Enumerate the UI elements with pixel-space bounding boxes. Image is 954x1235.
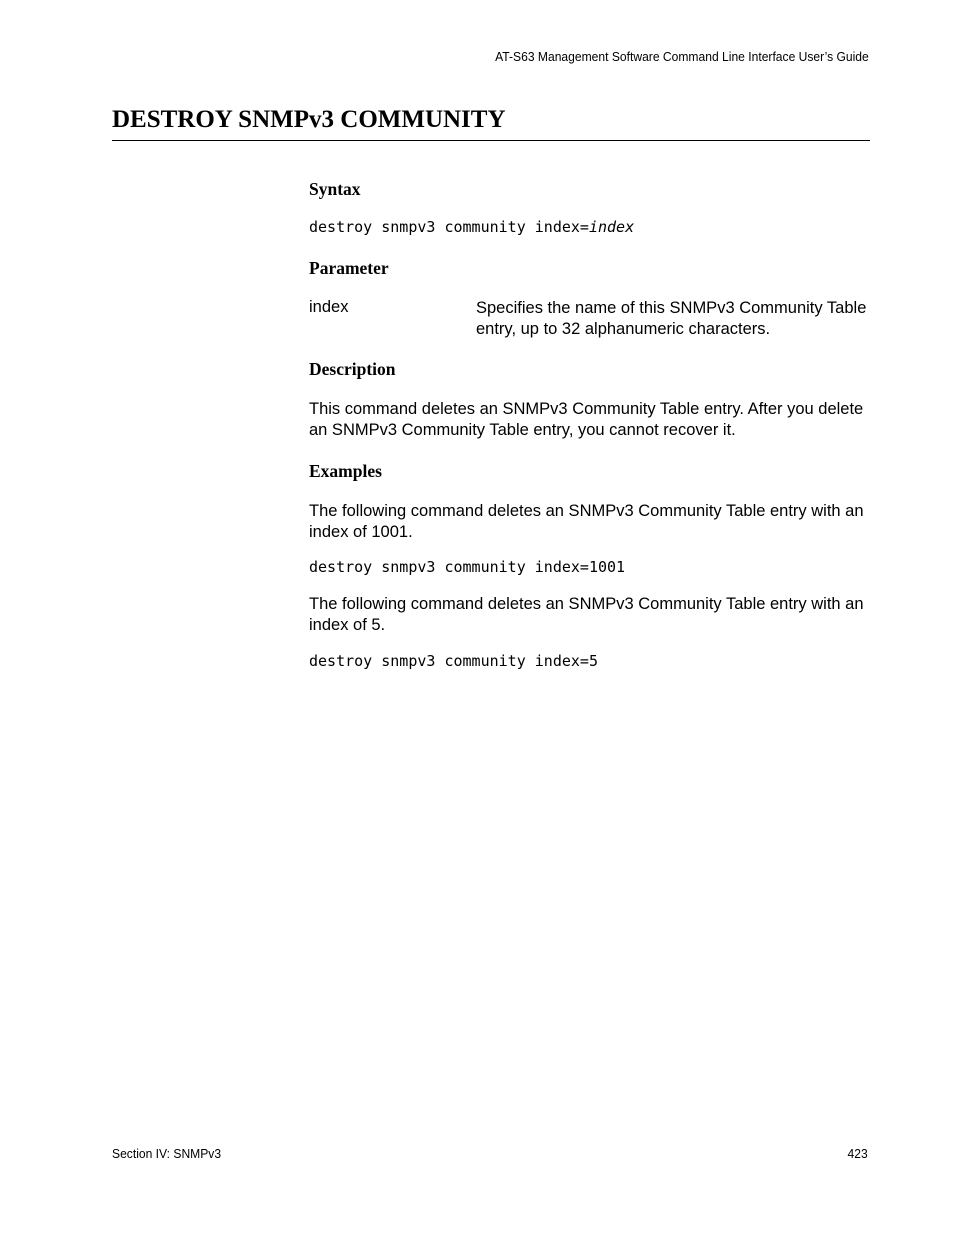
syntax-argument: index <box>588 218 635 236</box>
parameter-heading: Parameter <box>309 258 389 278</box>
parameter-description: Specifies the name of this SNMPv3 Community Table entry, up to 32 alphanumeric characters. <box>476 299 867 338</box>
footer-section: Section IV: SNMPv3 <box>112 1146 222 1161</box>
syntax-heading: Syntax <box>309 179 361 199</box>
parameter-name: index <box>309 298 349 316</box>
description-text: This command deletes an SNMPv3 Community Table entry. After you delete an SNMPv3 Community Table entry, you cannot recover it. <box>309 400 864 439</box>
page-title: DESTROY SNMPv3 COMMUNITY <box>112 106 506 133</box>
title-rule <box>112 140 870 141</box>
description-heading: Description <box>309 359 396 379</box>
examples-heading: Examples <box>309 461 382 481</box>
example-text-1: The following command deletes an SNMPv3 Community Table entry with an index of 1001. <box>309 502 864 541</box>
syntax-command <box>309 218 634 236</box>
syntax-command-text: destroy snmpv3 community index= <box>309 218 589 236</box>
running-header: AT-S63 Management Software Command Line Interface User’s Guide <box>495 49 869 64</box>
example-command-1: destroy snmpv3 community index=1001 <box>309 558 626 576</box>
example-command-2: destroy snmpv3 community index=5 <box>309 652 598 670</box>
footer-page-number: 423 <box>847 1146 868 1161</box>
example-text-2: The following command deletes an SNMPv3 Community Table entry with an index of 5. <box>309 595 864 634</box>
